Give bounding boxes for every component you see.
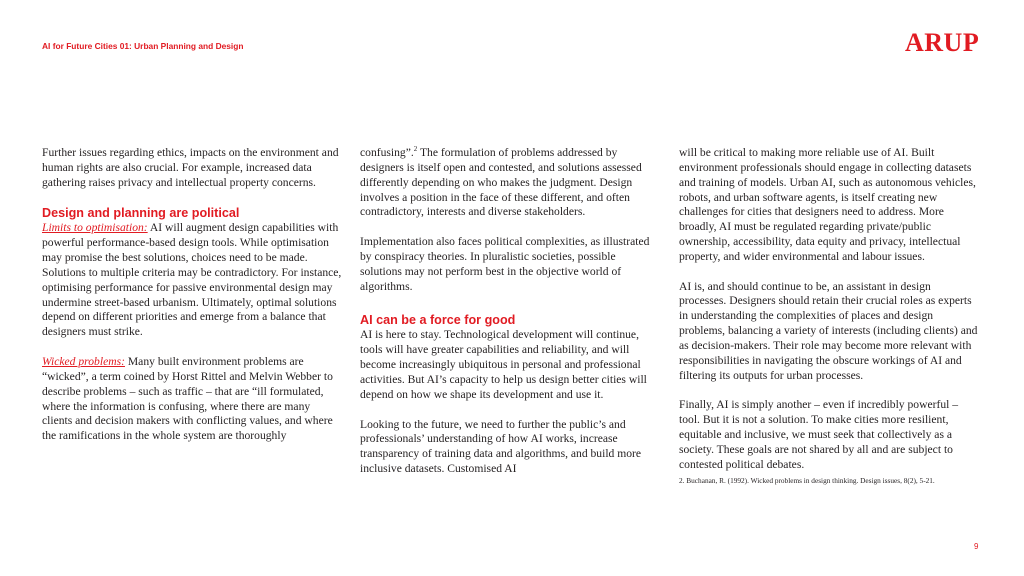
footnote-reference: 2 bbox=[413, 145, 418, 154]
arup-logo: ARUP bbox=[905, 28, 980, 57]
paragraph-ethics: Further issues regarding ethics, impacts on the environment and human rights are also crucial. For example, increased data gathering raises privacy and intellectual property concerns. bbox=[42, 146, 339, 189]
paragraph-confusing bbox=[360, 146, 660, 220]
section-heading-force-for-good: AI can be a force for good bbox=[360, 313, 516, 328]
page-number: 9 bbox=[974, 542, 979, 551]
paragraph-here-to-stay: AI is here to stay. Technological development will continue, tools will have greater capabilities and reliability, and will become increasingly ubiquitous in personal and professional activities. But AI’s capacity to help us design better cities will depend on how we shape its development and use it. bbox=[360, 328, 647, 401]
document-header-title: AI for Future Cities 01: Urban Planning and Design bbox=[42, 41, 244, 51]
paragraph-implementation: Implementation also faces political complexities, as illustrated by conspiracy theories. In pluralistic societies, possible solutions may not perform best in the objective world of algorithms. bbox=[360, 235, 650, 293]
paragraph-confusing-start: confusing”. bbox=[360, 146, 414, 159]
paragraph-wicked-problems bbox=[42, 355, 342, 444]
paragraph-finally: Finally, AI is simply another – even if incredibly powerful – tool. But it is not a solution. To make cities more resilient, equitable and inclusive, we must seek that collectively as a society. These goals are not shared by all and are subject to contested political debates. bbox=[679, 398, 959, 471]
lead-wicked-problems: Wicked problems: bbox=[42, 354, 125, 368]
paragraph-wicked-problems-text: Many built environment problems are “wicked”, a term coined by Horst Rittel and Melvin Webber to describe problems – such as traffic – that are “ill formulated, where the information is confusing, where there are many clients and decision makers with conflicting values, and where the ramifications in the whole system are thoroughly bbox=[42, 354, 333, 443]
text-column-1 bbox=[42, 146, 342, 444]
paragraph-optimisation bbox=[42, 221, 342, 340]
paragraph-looking-forward: Looking to the future, we need to further the public’s and professionals’ understanding of how AI works, increase transparency of training data and algorithms, and build more inclusive datasets. Customised AI bbox=[360, 417, 642, 476]
lead-limits-to-optimisation: Limits to optimisation: bbox=[42, 221, 148, 235]
paragraph-assistant: AI is, and should continue to be, an assistant in design processes. Designers should retain their crucial roles as experts in understanding the complexities of places and design problems, balancing a variety of interests (including clients) and as decision-makers. Their role may become more relevant with responsibilities in navigating the obscure workings of AI and filtering its outputs for urban processes. bbox=[679, 279, 978, 382]
paragraph-confusing-rest: The formulation of problems addressed by designers is itself open and contested, and solutions assessed differently depending on who makes the judgment. Design involves a position in the face of these different, and often contradictory, interests and diverse stakeholders. bbox=[360, 146, 642, 219]
section-heading-political: Design and planning are political bbox=[42, 206, 240, 221]
text-column-3 bbox=[679, 146, 981, 486]
paragraph-reliable-use: will be critical to making more reliable use of AI. Built environment professionals should engage in collecting datasets and training of models. Urban AI, such as autonomous vehicles, robots, and urban software agents, is itself creating new challenges for cities that designers need to address. More broadly, AI must be regulated regarding private/public ownership, accessibility, data equity and privacy, intellectual property, and wider environmental and labour issues. bbox=[679, 146, 976, 263]
footnote-buchanan: 2. Buchanan, R. (1992). Wicked problems in design thinking. Design issues, 8(2), 5-21. bbox=[679, 475, 935, 485]
text-column-2 bbox=[360, 146, 660, 477]
paragraph-optimisation-text: AI will augment design capabilities with powerful performance-based design tools. While optimisation may promise the best solutions, choices need to be made. Solutions to multiple criteria may be contradictory. For instance, optimising performance for passive environmental design may undermine street-based urbanism. Ultimately, optimal solutions depend on different priorities and emerge from a balance that designers must strike. bbox=[42, 221, 342, 339]
